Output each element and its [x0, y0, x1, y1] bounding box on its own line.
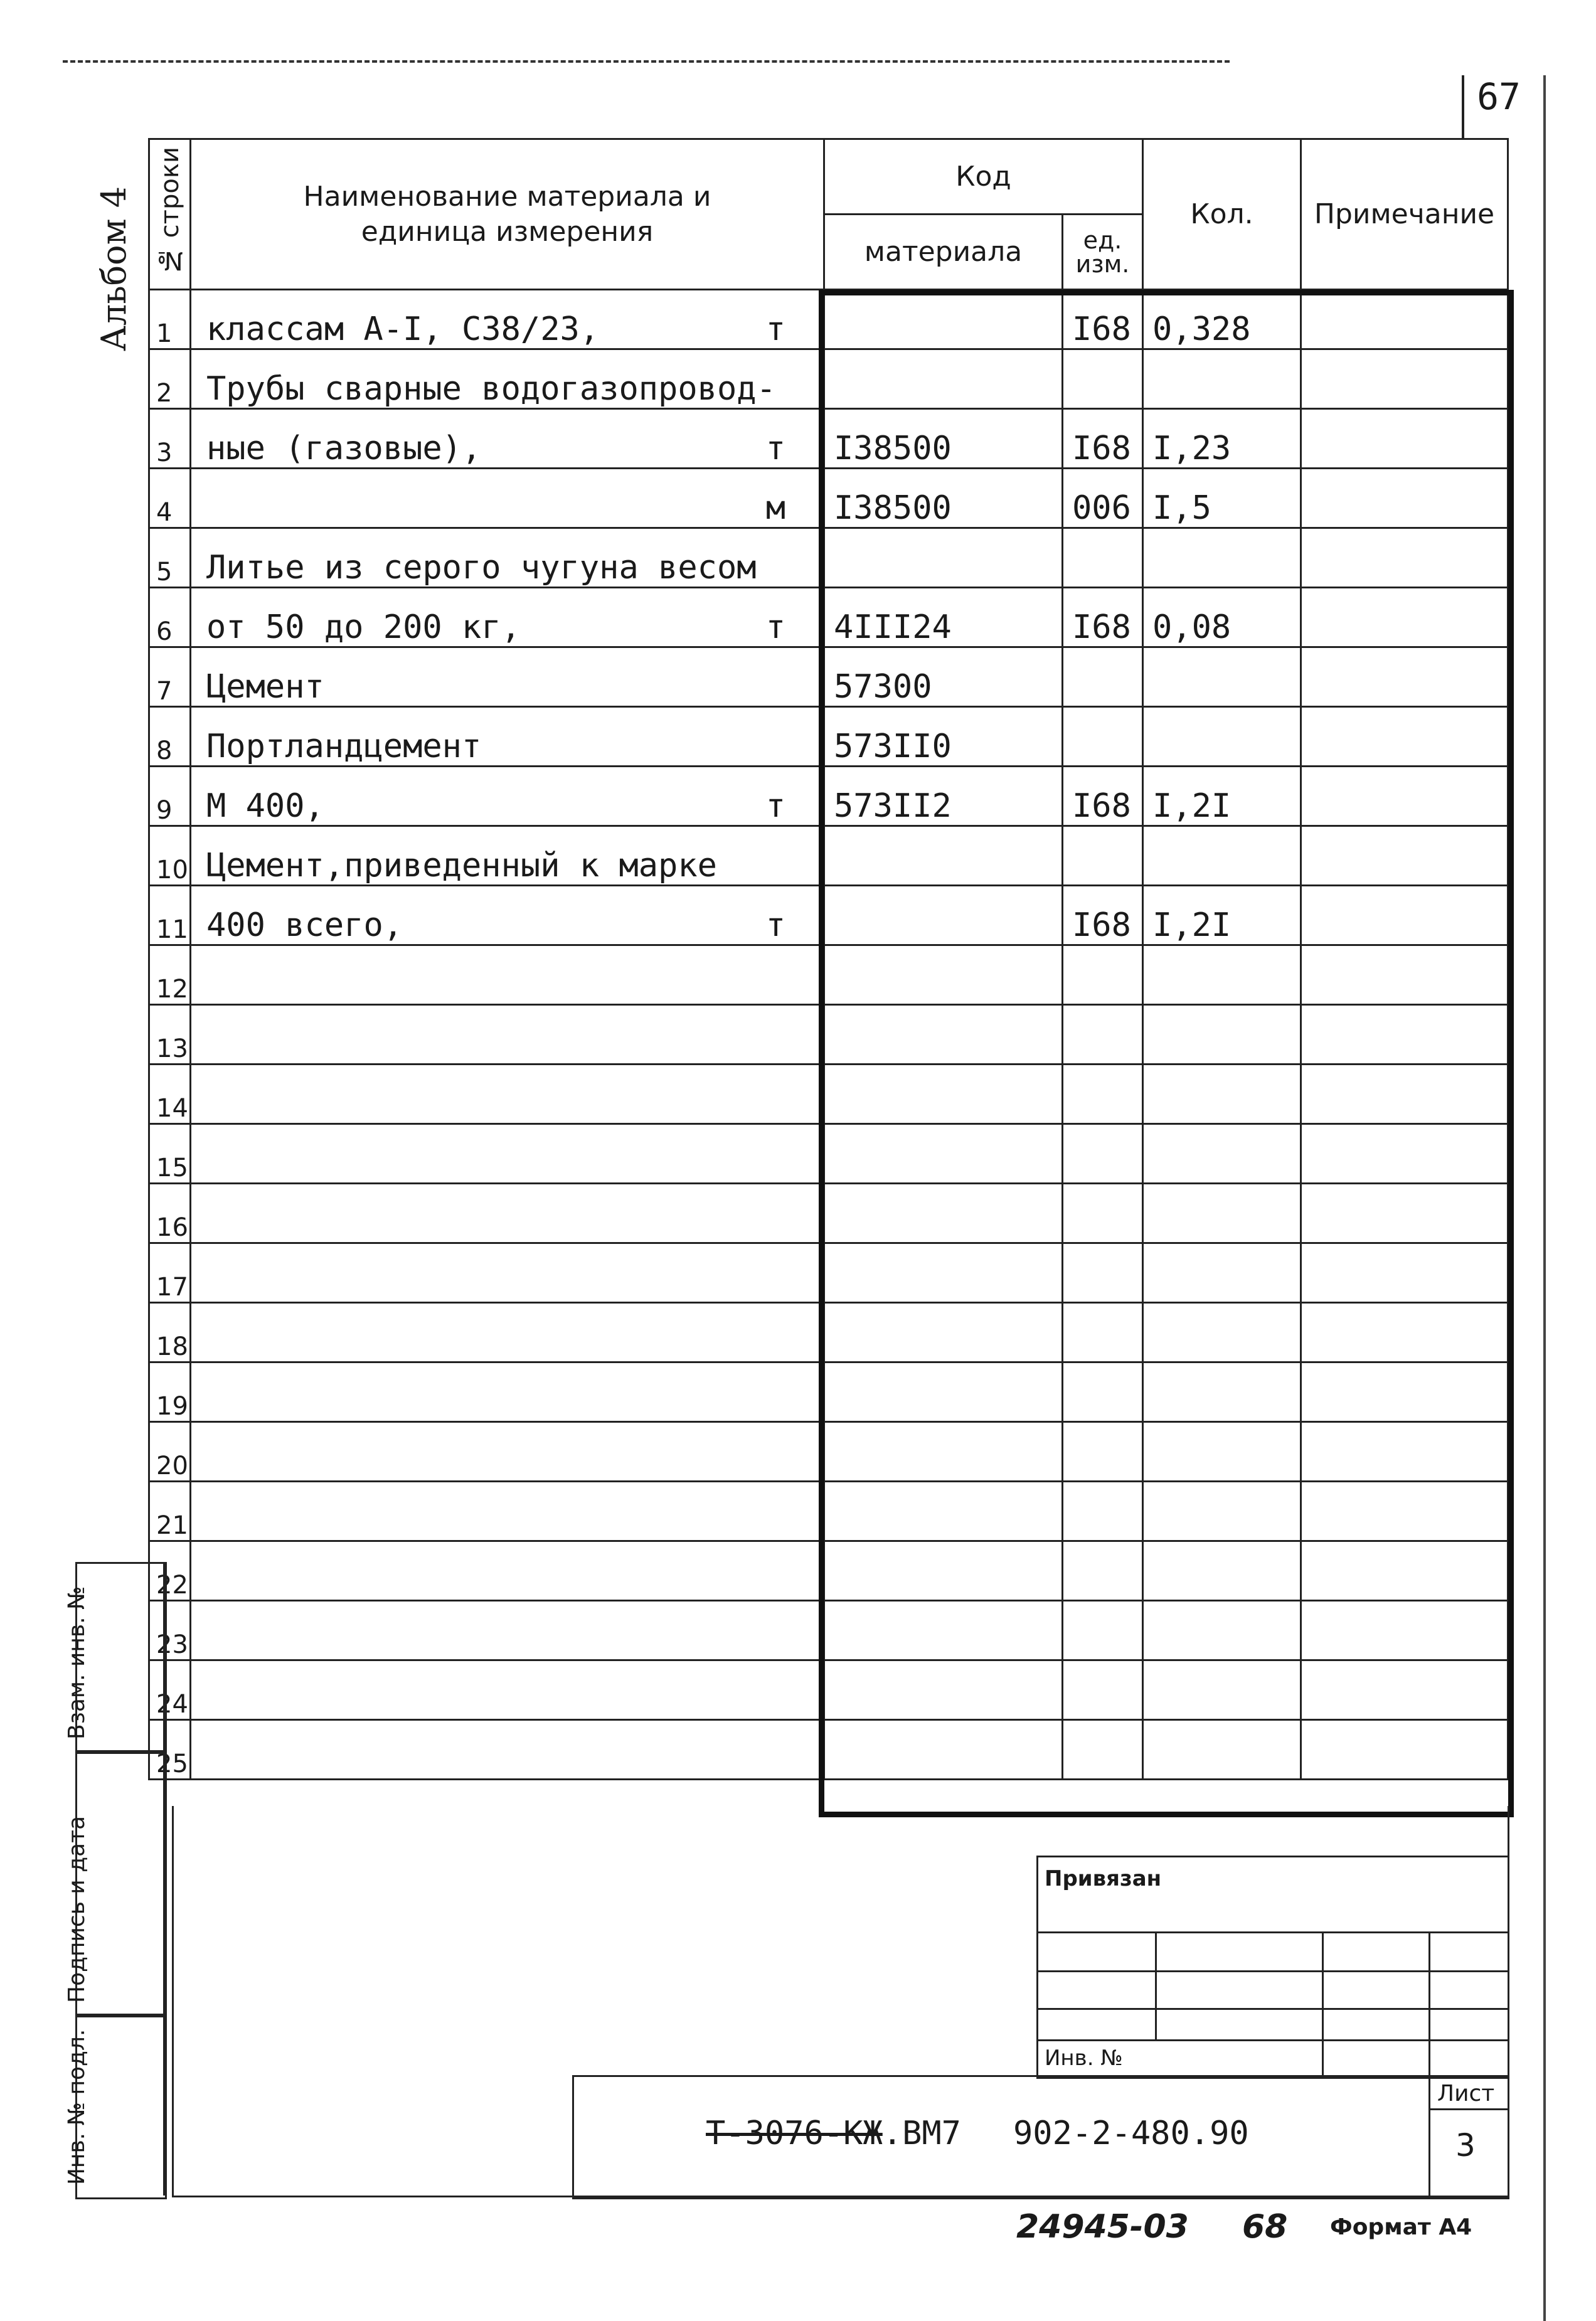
row-number: 25 [149, 1720, 191, 1780]
header-unit: ед. изм. [1063, 215, 1143, 290]
material-unit-text: т [765, 906, 785, 944]
material-code [824, 1720, 1063, 1780]
quantity [1143, 1660, 1301, 1720]
quantity [1143, 349, 1301, 409]
list-label: Лист [1437, 2081, 1495, 2106]
row-number: 6 [149, 588, 191, 647]
material-code: 4III24 [824, 588, 1063, 647]
table-row [149, 1303, 1508, 1362]
note [1301, 1720, 1508, 1780]
material-name-text: от 50 до 200 кг, [206, 608, 521, 646]
material-code [824, 1005, 1063, 1065]
unit-code [1063, 1541, 1143, 1601]
page-number: 67 [1462, 75, 1533, 138]
quantity [1143, 1124, 1301, 1184]
material-code [824, 349, 1063, 409]
table-row [149, 1541, 1508, 1601]
unit-code [1063, 1660, 1143, 1720]
note [1301, 528, 1508, 588]
note [1301, 1660, 1508, 1720]
unit-code: I68 [1063, 290, 1143, 349]
handwritten-number: 24945-03 [1016, 2208, 1189, 2246]
row-number: 9 [149, 767, 191, 826]
header-name: Наименование материала и единица измерения [191, 139, 824, 290]
table-row [149, 886, 1508, 945]
material-code [824, 290, 1063, 349]
table-row [149, 409, 1508, 469]
table-row [149, 528, 1508, 588]
unit-code [1063, 528, 1143, 588]
material-name [191, 528, 824, 588]
material-name-text: Портландцемент [206, 728, 482, 765]
material-name-text: Литье из серого чугуна весом [206, 549, 757, 587]
unit-code [1063, 945, 1143, 1005]
row-number: 16 [149, 1184, 191, 1243]
unit-code [1063, 826, 1143, 886]
table-row [149, 647, 1508, 707]
material-name [191, 826, 824, 886]
table-row [149, 826, 1508, 886]
material-name [191, 1720, 824, 1780]
row-number: 17 [149, 1243, 191, 1303]
material-name [191, 1005, 824, 1065]
unit-code [1063, 1422, 1143, 1482]
material-name [191, 886, 824, 945]
table-row [149, 588, 1508, 647]
unit-code [1063, 1362, 1143, 1422]
material-name [191, 1065, 824, 1124]
privyazan-col-line [1322, 1931, 1324, 2077]
row-number: 4 [149, 469, 191, 528]
row-number: 15 [149, 1124, 191, 1184]
material-name [191, 588, 824, 647]
unit-code [1063, 1601, 1143, 1660]
unit-code [1063, 707, 1143, 767]
note [1301, 1065, 1508, 1124]
quantity [1143, 1601, 1301, 1660]
privyazan-label: Привязан [1045, 1866, 1162, 1891]
privyazan-row-line [1038, 1931, 1508, 1933]
privyazan-col-line [1428, 1931, 1430, 2077]
material-name-text: классам А-I, С38/23, [206, 311, 600, 348]
privyazan-row-line [1038, 2039, 1508, 2041]
quantity [1143, 707, 1301, 767]
material-code [824, 1482, 1063, 1541]
privyazan-box [1036, 1856, 1509, 2079]
note [1301, 469, 1508, 528]
side-podpis-data: Подпись и дата [75, 1750, 167, 2017]
row-number: 8 [149, 707, 191, 767]
header-qty: Кол. [1143, 139, 1301, 290]
material-code [824, 528, 1063, 588]
unit-code [1063, 349, 1143, 409]
table-row [149, 1362, 1508, 1422]
note [1301, 588, 1508, 647]
material-unit-text: т [765, 787, 785, 825]
note [1301, 1184, 1508, 1243]
table-row [149, 1660, 1508, 1720]
material-name [191, 767, 824, 826]
note [1301, 1303, 1508, 1362]
material-name-text: Трубы сварные водогазопровод- [206, 370, 776, 408]
table-row [149, 1065, 1508, 1124]
doc-code-box [572, 2075, 1509, 2199]
top-cut-line [63, 60, 1230, 63]
unit-code [1063, 647, 1143, 707]
side-inv-podl: Инв. № подл. [75, 2014, 167, 2199]
material-name [191, 349, 824, 409]
unit-code: I68 [1063, 409, 1143, 469]
table-row [149, 469, 1508, 528]
note [1301, 1005, 1508, 1065]
quantity: I,2I [1143, 886, 1301, 945]
page-sequence-number: 68 [1242, 2208, 1288, 2246]
material-code [824, 1422, 1063, 1482]
table-row [149, 1422, 1508, 1482]
unit-code [1063, 1184, 1143, 1243]
list-divider [1428, 2077, 1430, 2197]
format-label: Формат А4 [1330, 2214, 1472, 2240]
note [1301, 647, 1508, 707]
inv-no-label: Инв. № [1045, 2046, 1123, 2071]
row-number: 13 [149, 1005, 191, 1065]
material-name [191, 1660, 824, 1720]
header-row-no: № строки [149, 139, 191, 290]
table-row [149, 1124, 1508, 1184]
note [1301, 1541, 1508, 1601]
row-number: 11 [149, 886, 191, 945]
row-number: 23 [149, 1601, 191, 1660]
material-name [191, 1124, 824, 1184]
privyazan-row-line [1038, 1970, 1508, 1972]
quantity [1143, 1541, 1301, 1601]
quantity [1143, 826, 1301, 886]
side-vzam-inv: Взам. инв. № [75, 1562, 167, 1754]
unit-code: I68 [1063, 767, 1143, 826]
material-code [824, 1065, 1063, 1124]
quantity [1143, 1362, 1301, 1422]
note [1301, 290, 1508, 349]
table-row [149, 707, 1508, 767]
quantity [1143, 1243, 1301, 1303]
note [1301, 409, 1508, 469]
right-edge-line [1543, 75, 1546, 2321]
material-code [824, 945, 1063, 1005]
row-number: 7 [149, 647, 191, 707]
unit-code: 006 [1063, 469, 1143, 528]
material-name-text: Цемент [206, 668, 324, 706]
material-name [191, 1184, 824, 1243]
table-row [149, 1482, 1508, 1541]
material-name [191, 1303, 824, 1362]
header-note: Примечание [1301, 139, 1508, 290]
material-name [191, 469, 824, 528]
row-number: 1 [149, 290, 191, 349]
row-number: 10 [149, 826, 191, 886]
material-code [824, 886, 1063, 945]
unit-code [1063, 1124, 1143, 1184]
row-number: 19 [149, 1362, 191, 1422]
unit-code [1063, 1482, 1143, 1541]
privyazan-row-line [1038, 2008, 1508, 2010]
table-row [149, 945, 1508, 1005]
quantity [1143, 647, 1301, 707]
quantity [1143, 1303, 1301, 1362]
album-label: Альбом 4 [94, 186, 134, 351]
quantity [1143, 1184, 1301, 1243]
material-name [191, 707, 824, 767]
row-number: 2 [149, 349, 191, 409]
quantity: I,5 [1143, 469, 1301, 528]
material-unit-text: т [765, 430, 785, 467]
note [1301, 1243, 1508, 1303]
material-code [824, 1303, 1063, 1362]
quantity [1143, 945, 1301, 1005]
note [1301, 349, 1508, 409]
table-row [149, 1601, 1508, 1660]
row-number: 3 [149, 409, 191, 469]
material-code: 573II0 [824, 707, 1063, 767]
note [1301, 1124, 1508, 1184]
quantity [1143, 1482, 1301, 1541]
privyazan-col-line [1155, 1931, 1157, 2039]
material-code [824, 1541, 1063, 1601]
list-divider-h [1428, 2108, 1508, 2110]
table-row [149, 349, 1508, 409]
material-name [191, 1243, 824, 1303]
note [1301, 707, 1508, 767]
material-code [824, 1362, 1063, 1422]
side-column-right [163, 1562, 165, 2196]
material-name-text: М 400, [206, 787, 324, 825]
unit-code [1063, 1005, 1143, 1065]
material-unit-text: т [765, 608, 785, 646]
material-name-text: ные (газовые), [206, 430, 482, 467]
unit-code [1063, 1065, 1143, 1124]
material-name [191, 1362, 824, 1422]
material-name [191, 409, 824, 469]
row-number: 5 [149, 528, 191, 588]
material-name [191, 647, 824, 707]
unit-code: I68 [1063, 588, 1143, 647]
header-code: Код [824, 139, 1143, 215]
doc-code: 902-2-480.90 [1013, 2115, 1249, 2152]
quantity [1143, 1720, 1301, 1780]
note [1301, 767, 1508, 826]
unit-code: I68 [1063, 886, 1143, 945]
material-code: 573II2 [824, 767, 1063, 826]
quantity: I,2I [1143, 767, 1301, 826]
material-name [191, 1482, 824, 1541]
quantity: I,23 [1143, 409, 1301, 469]
doc-old-number: Т-3076-КЖ.ВМ7 [706, 2115, 961, 2152]
material-unit-text: т [765, 311, 785, 348]
table-row [149, 767, 1508, 826]
unit-code [1063, 1243, 1143, 1303]
unit-code [1063, 1720, 1143, 1780]
material-name [191, 290, 824, 349]
row-number: 22 [149, 1541, 191, 1601]
material-code [824, 826, 1063, 886]
table-row [149, 1720, 1508, 1780]
note [1301, 1601, 1508, 1660]
quantity [1143, 1005, 1301, 1065]
quantity [1143, 1065, 1301, 1124]
unit-code [1063, 1303, 1143, 1362]
material-code: 57300 [824, 647, 1063, 707]
material-name [191, 1601, 824, 1660]
row-number: 14 [149, 1065, 191, 1124]
material-code: I38500 [824, 409, 1063, 469]
table-row [149, 1243, 1508, 1303]
note [1301, 1362, 1508, 1422]
table-row [149, 1184, 1508, 1243]
material-name-text: 400 всего, [206, 906, 403, 944]
quantity [1143, 1422, 1301, 1482]
quantity: 0,08 [1143, 588, 1301, 647]
quantity: 0,328 [1143, 290, 1301, 349]
quantity [1143, 528, 1301, 588]
material-code [824, 1243, 1063, 1303]
table-row [149, 290, 1508, 349]
row-number: 18 [149, 1303, 191, 1362]
spec-table [148, 138, 1509, 1780]
note [1301, 1482, 1508, 1541]
row-number: 20 [149, 1422, 191, 1482]
material-code [824, 1124, 1063, 1184]
row-number: 12 [149, 945, 191, 1005]
material-name [191, 1541, 824, 1601]
header-material: материала [824, 215, 1063, 290]
note [1301, 945, 1508, 1005]
table-row [149, 1005, 1508, 1065]
note [1301, 1422, 1508, 1482]
list-value: 3 [1455, 2127, 1476, 2164]
material-name-text: Цемент,приведенный к марке [206, 847, 717, 884]
row-number: 21 [149, 1482, 191, 1541]
note [1301, 826, 1508, 886]
row-number: 24 [149, 1660, 191, 1720]
material-name [191, 1422, 824, 1482]
material-code [824, 1660, 1063, 1720]
note [1301, 886, 1508, 945]
material-code [824, 1601, 1063, 1660]
material-unit-text: м [765, 489, 785, 527]
material-name [191, 945, 824, 1005]
material-code: I38500 [824, 469, 1063, 528]
material-code [824, 1184, 1063, 1243]
